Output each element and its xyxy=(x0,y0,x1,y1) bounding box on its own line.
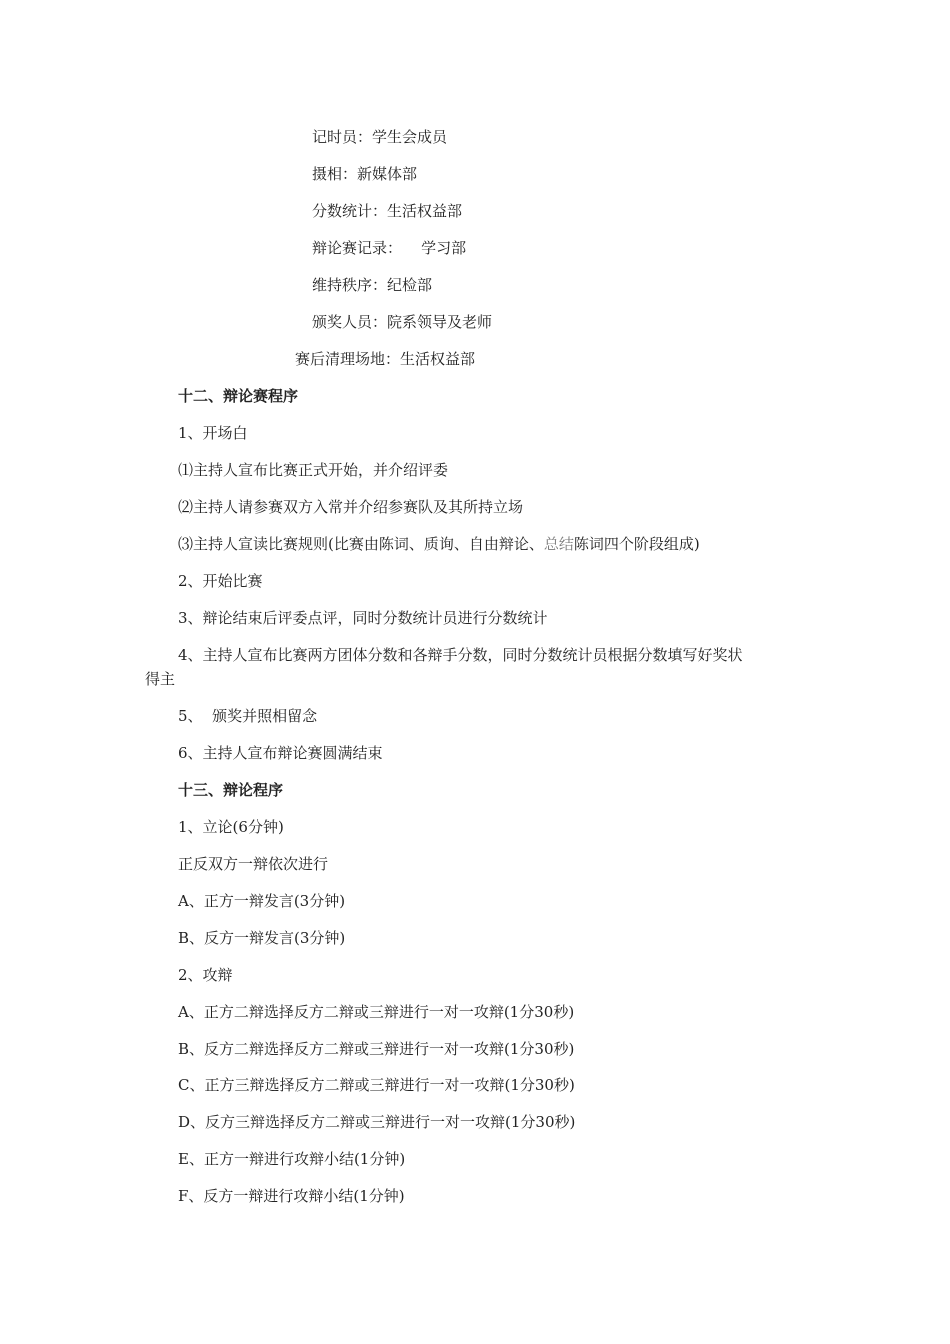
s12-item-scores-line2: 得主 xyxy=(145,670,176,688)
s12-item-start: 2、开始比赛 xyxy=(178,572,263,590)
s12-item-end: 6、主持人宣布辩论赛圆满结束 xyxy=(178,744,383,762)
section-13-title: 十三、辩论程序 xyxy=(178,781,284,799)
staff-awards: 颁奖人员：院系领导及老师 xyxy=(312,313,493,331)
s12-item-awards: 5、 颁奖并照相留念 xyxy=(178,707,318,725)
s13-item: E、正方一辩进行攻辩小结(1分钟) xyxy=(178,1150,406,1168)
s12-item-rules xyxy=(178,534,700,554)
s13-item: D、反方三辩选择反方二辩或三辩进行一对一攻辩(1分30秒) xyxy=(178,1113,576,1131)
staff-recorder: 辩论赛记录： 学习部 xyxy=(312,239,467,257)
s12-item-introduce: ⑵主持人请参赛双方入常并介绍参赛队及其所持立场 xyxy=(178,498,524,516)
s13-item: 正反双方一辩依次进行 xyxy=(178,855,329,873)
s12-rules-prefix: ⑶主持人宣读比赛规则(比赛由陈词、质询、自由辩论、 xyxy=(178,535,544,553)
staff-timekeeper: 记时员：学生会成员 xyxy=(312,128,448,146)
s12-item-opening: 1、开场白 xyxy=(178,424,248,442)
s13-item: B、反方一辩发言(3分钟) xyxy=(178,929,346,947)
section-12-title: 十二、辩论赛程序 xyxy=(178,387,299,405)
s13-item: F、反方一辩进行攻辩小结(1分钟) xyxy=(178,1187,405,1205)
s12-item-scores-line1: 4、主持人宣布比赛两方团体分数和各辩手分数，同时分数统计员根据分数填写好奖状 xyxy=(178,646,743,664)
s12-item-review: 3、辩论结束后评委点评，同时分数统计员进行分数统计 xyxy=(178,609,548,627)
s12-rules-suffix: 陈词四个阶段组成) xyxy=(573,535,700,553)
staff-scoring: 分数统计：生活权益部 xyxy=(312,202,463,220)
s13-item: A、正方二辩选择反方二辩或三辩进行一对一攻辩(1分30秒) xyxy=(178,1003,575,1021)
staff-order: 维持秩序：纪检部 xyxy=(312,276,433,294)
s13-item: A、正方一辩发言(3分钟) xyxy=(178,892,346,910)
staff-photographer: 摄相：新媒体部 xyxy=(312,165,418,183)
staff-cleanup: 赛后清理场地：生活权益部 xyxy=(295,350,476,368)
s13-item: 2、攻辩 xyxy=(178,966,233,984)
s13-item: C、正方三辩选择反方二辩或三辩进行一对一攻辩(1分30秒) xyxy=(178,1076,575,1094)
s12-item-announce: ⑴主持人宣布比赛正式开始，并介绍评委 xyxy=(178,461,449,479)
s13-item: B、反方二辩选择反方二辩或三辩进行一对一攻辩(1分30秒) xyxy=(178,1040,575,1058)
s13-item: 1、立论(6分钟) xyxy=(178,818,284,836)
s12-rules-gray: 总结 xyxy=(543,535,574,553)
